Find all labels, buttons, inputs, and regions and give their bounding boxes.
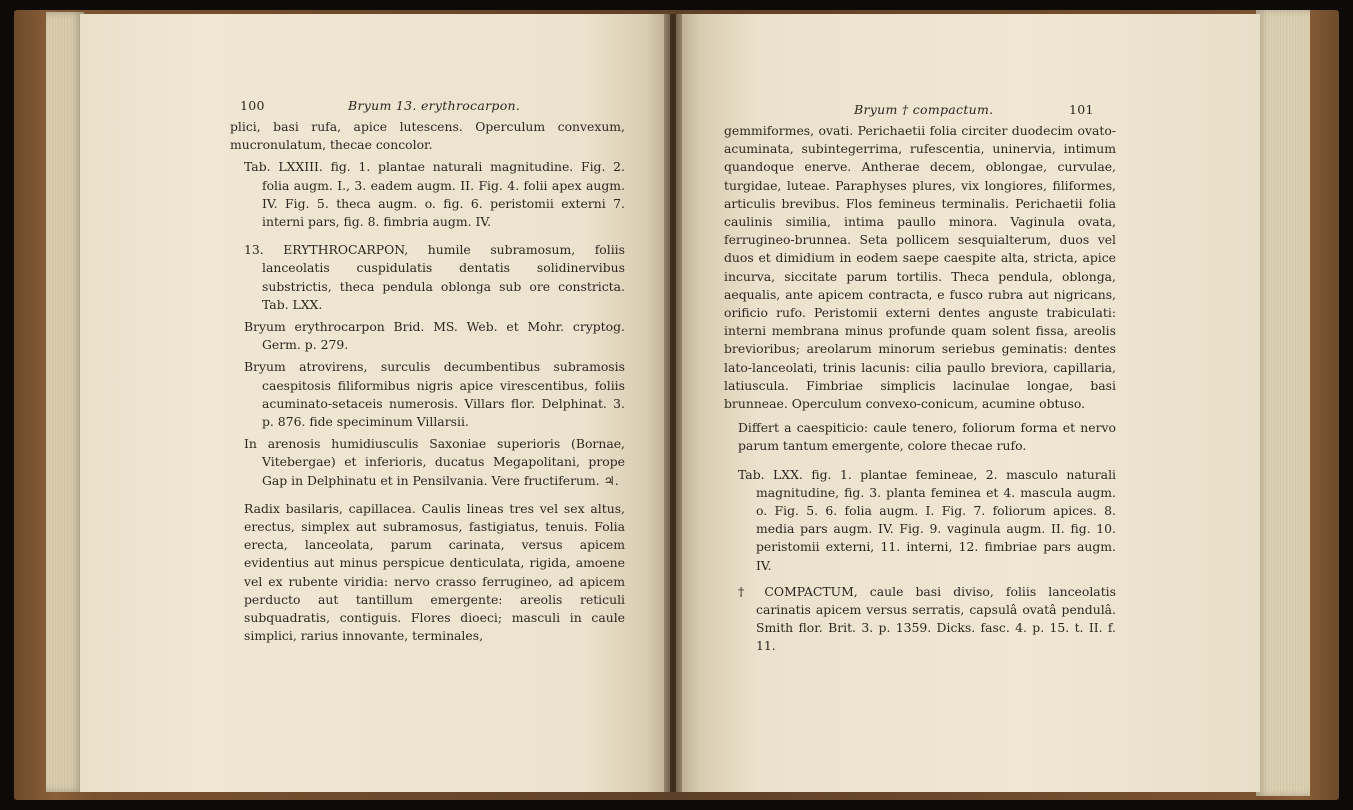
- page-edges-right: [1256, 10, 1310, 796]
- synonym: Bryum atrovirens, surculis decumbentibus subramosis caespitosis filiformibus nigris apice virescentibus, foliis acuminato-setaceis numerosis. Villars flor. Delphinat. 3. p. 876. fide speciminum Villarsii.: [244, 359, 625, 430]
- book-gutter: [664, 14, 682, 792]
- differentiation: Differt a caespiticio: caule tenero, foliorum forma et nervo parum tantum emergente, colore thecae rufo.: [738, 420, 1116, 454]
- species-entry: 13. ERYTHROCARPON, humile subramosum, foliis lanceolatis cuspidulatis dentatis solidinervibus substrictis, theca pendula oblonga sub ore constricta. Tab. LXX.: [244, 242, 625, 312]
- right-page-number: 101: [1069, 102, 1094, 117]
- left-running-title: Bryum 13. erythrocarpon.: [348, 98, 521, 113]
- left-page: [80, 14, 670, 792]
- page-edges-left: [46, 12, 84, 792]
- synonym: Bryum erythrocarpon Brid. MS. Web. et Mohr. cryptog. Germ. p. 279.: [244, 319, 625, 353]
- description: gemmiformes, ovati. Perichaetii folia circiter duodecim ovato-acuminata, subintegerrima, rufescentia, uninervia, intimum quandoque enerve. Antherae decem, oblongae, curvulae, turgidae, luteae. Paraphyses plures, vix longiores, filiformes, articulis brevibus. Flos femineus terminalis. Perichaetii folia caulinis similia, intima paullo minora. Vaginula ovata, ferrugineo-brunnea. Seta pollicem sesquialterum, duos vel duos et dimidium in eodem saepe caespite alta, stricta, apice incurva, siccitate parum tortilis. Theca pendula, oblonga, aequalis, ante apicem contracta, e fusco rubra aut nigricans, orificio rufo. Peristomii externi dentes anguste trabiculati: interni membrana minus profunde quam solent fissa, areolis brevioribus; areolarum minorum seriebus geminatis: dentes lato-lanceolati, trinis lacunis: cilia paullo breviora, capillaria, latiuscula. Fimbriae simplicis lacinulae longae, basi brunneae. Operculum convexo-conicum, acumine obtuso.: [724, 123, 1116, 412]
- paragraph: Tab. LXXIII. fig. 1. plantae naturali magnitudine. Fig. 2. folia augm. I., 3. eadem augm. II. Fig. 4. folii apex augm. IV. Fig. 5. theca augm. o. fig. 6. peristomii externi 7. interni pars, fig. 8. fimbria augm. IV.: [244, 159, 625, 230]
- right-page-text: [724, 122, 1116, 656]
- left-page-text: [230, 118, 625, 645]
- species-entry: † COMPACTUM, caule basi diviso, foliis lanceolatis carinatis apicem versus serratis, capsulâ ovatâ pendulâ. Smith flor. Brit. 3. p. 1359. Dicks. fasc. 4. p. 15. t. II. f. 11.: [738, 583, 1116, 654]
- habitat: In arenosis humidiusculis Saxoniae superioris (Bornae, Vitebergae) et inferioris, ducatus Megapolitani, prope Gap in Delphinatu et in Pensilvania. Vere fructiferum. ♃.: [244, 436, 625, 488]
- paragraph: plici, basi rufa, apice lutescens. Operculum convexum, mucronulatum, thecae concolor.: [230, 119, 625, 153]
- right-page: [676, 14, 1260, 792]
- description: Radix basilaris, capillacea. Caulis lineas tres vel sex altus, erectus, simplex aut subramosus, fastigiatus, tenuis. Folia erecta, lanceolata, parum carinata, versus apicem evidentius aut minus perspicue denticulata, rigida, amoene vel ex rubente viridia: nervo crasso ferrugineo, ad apicem perducto aut tantillum emergente: areolis reticuli subquadratis, contiguis. Flores dioeci; masculi in caule simplici, rarius innovante, terminales,: [244, 500, 625, 644]
- plate-reference: Tab. LXX. fig. 1. plantae femineae, 2. masculo naturali magnitudine, fig. 3. planta feminea et 4. mascula augm. o. Fig. 5. 6. folia augm. I. Fig. 7. foliorum apices. 8. media pars augm. IV. Fig. 9. vaginula augm. II. fig. 10. peristomii externi, 11. interni, 12. fimbriae pars augm. IV.: [738, 466, 1116, 573]
- left-page-number: 100: [240, 98, 265, 113]
- right-running-title: Bryum † compactum.: [854, 102, 994, 117]
